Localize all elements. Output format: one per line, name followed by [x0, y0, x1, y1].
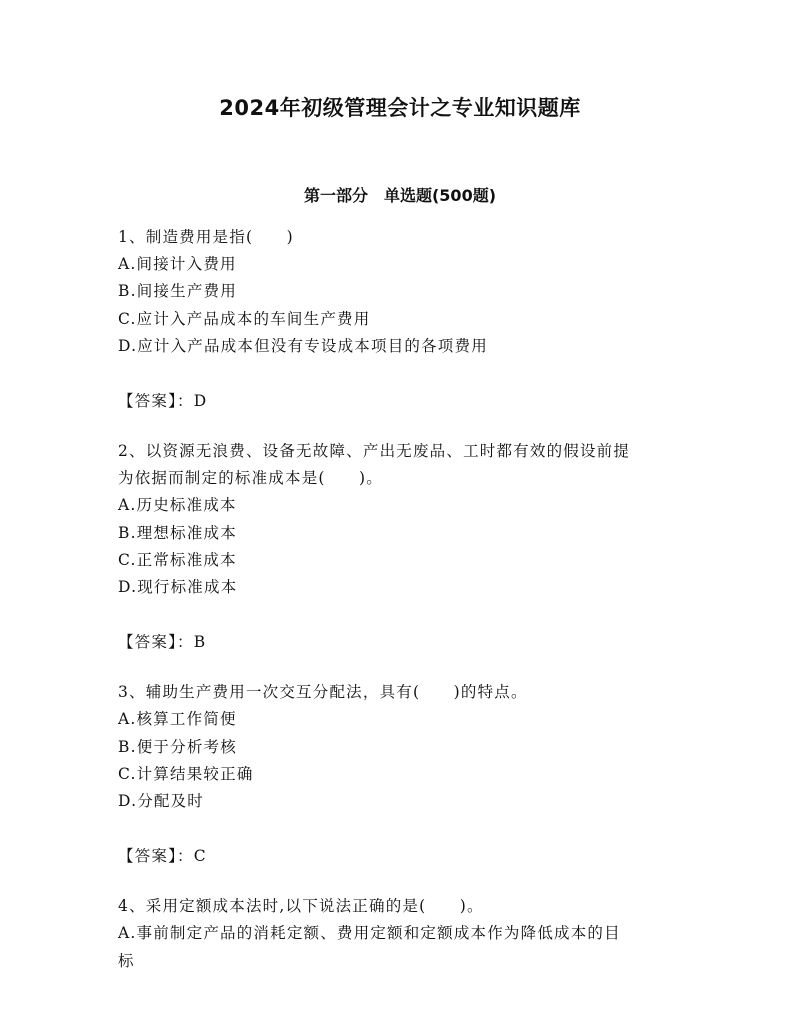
question-list — [118, 224, 678, 975]
option-d: D.现行标准成本 — [118, 578, 238, 597]
option-c: C.应计入产品成本的车间生产费用 — [118, 309, 371, 328]
answer-line — [118, 843, 678, 870]
option-d: D.分配及时 — [118, 792, 205, 811]
question-3 — [118, 679, 678, 870]
question-4 — [118, 893, 678, 975]
question-stem: 4、采用定额成本法时,以下说法正确的是( )。 — [118, 897, 484, 916]
option-a: A.事前制定产品的消耗定额、费用定额和定额成本作为降低成本的目 — [118, 924, 621, 943]
question-stem: 1、制造费用是指( ) — [118, 228, 294, 246]
answer-value: D — [193, 392, 208, 411]
answer-line — [118, 629, 678, 656]
option-c: C.正常标准成本 — [118, 550, 237, 569]
answer-value: B — [193, 633, 207, 652]
answer-label: 【答案】： — [118, 633, 194, 652]
option-d: D.应计入产品成本但没有专设成本项目的各项费用 — [118, 336, 488, 355]
answer-value: C — [193, 847, 207, 866]
question-stem: 3、辅助生产费用一次交互分配法，具有( )的特点。 — [118, 683, 528, 702]
section-heading: 第一部分 单选题(500题) — [303, 186, 497, 205]
option-a: A.间接计入费用 — [118, 255, 237, 274]
answer-label: 【答案】： — [118, 847, 194, 866]
option-b: B.理想标准成本 — [118, 523, 237, 542]
option-a: A.历史标准成本 — [118, 496, 237, 515]
option-a: A.核算工作简便 — [118, 710, 237, 729]
question-stem-continued: 为依据而制定的标准成本是( )。 — [118, 469, 383, 488]
option-a-continued: 标 — [118, 951, 135, 970]
question-1 — [118, 224, 678, 415]
answer-line — [118, 388, 678, 415]
question-stem: 2、以资源无浪费、设备无故障、产出无废品、工时都有效的假设前提 — [118, 442, 631, 461]
question-2 — [118, 438, 678, 656]
option-b: B.便于分析考核 — [118, 737, 237, 756]
option-c: C.计算结果较正确 — [118, 764, 254, 783]
answer-label: 【答案】： — [118, 392, 194, 411]
option-b: B.间接生产费用 — [118, 282, 237, 301]
document-title: 2024年初级管理会计之专业知识题库 — [219, 96, 581, 120]
